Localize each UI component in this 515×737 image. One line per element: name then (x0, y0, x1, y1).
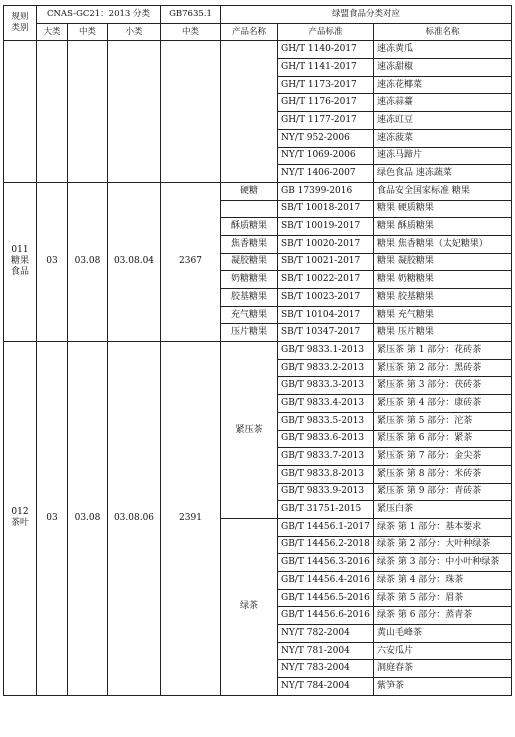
product-standard-cell: NY/T 782-2004 (278, 625, 374, 643)
rule-category-cell (4, 182, 37, 341)
product-standard-cell: GB/T 9833.9-2013 (278, 483, 374, 501)
standard-name-cell: 绿茶 第 2 部分：大叶种绿茶 (374, 536, 512, 554)
product-name-cell: 硬糖 (221, 182, 278, 200)
product-standard-cell: SB/T 10020-2017 (278, 235, 374, 253)
standard-name-cell: 糖果 压片糖果 (374, 324, 512, 342)
category-label: 012 (11, 507, 29, 518)
product-standard-cell: GB/T 14456.6-2016 (278, 607, 374, 625)
product-standard-cell: SB/T 10018-2017 (278, 200, 374, 218)
standard-name-cell: 紧压茶 第 4 部分：康砖茶 (374, 395, 512, 413)
product-name-header: 产品名称 (221, 23, 278, 41)
gb-cell (161, 41, 221, 183)
product-standard-cell: GB/T 14456.5-2016 (278, 589, 374, 607)
product-standard-cell: SB/T 10104-2017 (278, 306, 374, 324)
product-standard-cell: SB/T 10022-2017 (278, 271, 374, 289)
product-standard-cell: NY/T 1406-2007 (278, 165, 374, 183)
rule-category-cell (4, 41, 37, 183)
standard-name-cell: 速冻菠菜 (374, 129, 512, 147)
product-standard-cell: GB/T 9833.7-2013 (278, 448, 374, 466)
product-name-cell: 奶糖糖果 (221, 271, 278, 289)
product-name-cell (221, 200, 278, 218)
table-row (4, 41, 512, 59)
product-standard-cell: SB/T 10019-2017 (278, 218, 374, 236)
standard-name-cell: 速冻花椰菜 (374, 76, 512, 94)
product-name-cell: 胶基糖果 (221, 289, 278, 307)
minor-cell: 03.08.04 (108, 182, 161, 341)
product-standard-cell: NY/T 781-2004 (278, 642, 374, 660)
category-label: 011 (11, 245, 29, 256)
product-standard-cell: SB/T 10023-2017 (278, 289, 374, 307)
major-cell: 03 (37, 342, 68, 696)
minor-header: 小类 (108, 23, 161, 41)
product-standard-cell: GB/T 9833.2-2013 (278, 359, 374, 377)
standard-name-header: 标准名称 (374, 23, 512, 41)
standard-name-cell: 糖果 硬质糖果 (374, 200, 512, 218)
category-label: 茶叶 (10, 518, 29, 529)
product-name-cell (221, 41, 278, 183)
medium-header: 中类 (68, 23, 108, 41)
standard-name-cell: 绿茶 第 3 部分：中小叶种绿茶 (374, 554, 512, 572)
standard-name-cell: 速冻甜椒 (374, 59, 512, 77)
product-standard-cell: GH/T 1140-2017 (278, 41, 374, 59)
standard-name-cell: 绿茶 第 6 部分：蒸青茶 (374, 607, 512, 625)
standard-name-cell: 黄山毛峰茶 (374, 625, 512, 643)
product-standard-cell: GB/T 14456.3-2016 (278, 554, 374, 572)
header-row-2 (4, 23, 512, 41)
standard-name-cell: 紫笋茶 (374, 678, 512, 696)
standard-name-cell: 速冻黄瓜 (374, 41, 512, 59)
standard-name-cell: 紧压茶 第 1 部分：花砖茶 (374, 342, 512, 360)
standard-name-cell: 食品安全国家标准 糖果 (374, 182, 512, 200)
product-name-cell: 绿茶 (221, 518, 278, 695)
standard-name-cell: 速冻马蹄片 (374, 147, 512, 165)
product-standard-cell: GB/T 9833.3-2013 (278, 377, 374, 395)
standard-name-cell: 紧压茶 第 2 部分：黑砖茶 (374, 359, 512, 377)
product-name-cell: 紧压茶 (221, 342, 278, 519)
standard-name-cell: 速冻豇豆 (374, 112, 512, 130)
gb-cell: 2391 (161, 342, 221, 696)
product-standard-cell: GB/T 9833.4-2013 (278, 395, 374, 413)
product-standard-cell: NY/T 784-2004 (278, 678, 374, 696)
product-standard-cell: GB/T 14456.4-2016 (278, 572, 374, 590)
standard-name-cell: 紧压茶 第 9 部分：青砖茶 (374, 483, 512, 501)
product-name-cell: 酥质糖果 (221, 218, 278, 236)
standard-name-cell: 紧压白茶 (374, 501, 512, 519)
product-standard-cell: SB/T 10347-2017 (278, 324, 374, 342)
product-standard-cell: GB/T 9833.6-2013 (278, 430, 374, 448)
standard-name-cell: 紧压茶 第 8 部分：米砖茶 (374, 465, 512, 483)
header-row-1 (4, 6, 512, 24)
product-standard-cell: GB/T 9833.5-2013 (278, 412, 374, 430)
standard-name-cell: 糖果 酥质糖果 (374, 218, 512, 236)
standard-name-cell: 紧压茶 第 3 部分：茯砖茶 (374, 377, 512, 395)
classification-table (3, 5, 512, 696)
rule-category-header: 规则 类别 (4, 6, 37, 41)
medium-cell: 03.08 (68, 182, 108, 341)
product-standard-cell: GB/T 9833.8-2013 (278, 465, 374, 483)
standard-name-cell: 洞庭春茶 (374, 660, 512, 678)
product-standard-cell: GB/T 14456.2-2018 (278, 536, 374, 554)
standard-name-cell: 速冻蒜薹 (374, 94, 512, 112)
standard-name-cell: 糖果 奶糖糖果 (374, 271, 512, 289)
gb-cell: 2367 (161, 182, 221, 341)
standard-name-cell: 糖果 焦香糖果（太妃糖果） (374, 235, 512, 253)
standard-name-cell: 紧压茶 第 6 部分：紧茶 (374, 430, 512, 448)
product-name-cell: 压片糖果 (221, 324, 278, 342)
cnas-header: CNAS-GC21：2013 分类 (37, 6, 161, 24)
medium-cell (68, 41, 108, 183)
rule-category-cell (4, 342, 37, 696)
gb-medium-header: 中类 (161, 23, 221, 41)
standard-name-cell: 绿色食品 速冻蔬菜 (374, 165, 512, 183)
product-standard-header: 产品标准 (278, 23, 374, 41)
product-name-cell: 凝胶糖果 (221, 253, 278, 271)
product-name-cell: 焦香糖果 (221, 235, 278, 253)
standard-name-cell: 六安瓜片 (374, 642, 512, 660)
product-standard-cell: SB/T 10021-2017 (278, 253, 374, 271)
table-row (4, 342, 512, 360)
product-standard-cell: GB 17399-2016 (278, 182, 374, 200)
standard-name-cell: 紧压茶 第 5 部分：沱茶 (374, 412, 512, 430)
product-standard-cell: NY/T 952-2006 (278, 129, 374, 147)
product-standard-cell: GB/T 31751-2015 (278, 501, 374, 519)
category-label: 糖果 (10, 256, 29, 267)
standard-name-cell: 绿茶 第 1 部分：基本要求 (374, 518, 512, 536)
product-name-cell: 充气糖果 (221, 306, 278, 324)
green-header: 绿盟食品分类对应 (221, 6, 512, 24)
product-standard-cell: GH/T 1176-2017 (278, 94, 374, 112)
product-standard-cell: GB/T 9833.1-2013 (278, 342, 374, 360)
product-standard-cell: GH/T 1177-2017 (278, 112, 374, 130)
category-label: 食品 (10, 267, 29, 278)
major-cell: 03 (37, 182, 68, 341)
table-row (4, 182, 512, 200)
gb-header: GB7635.1 (161, 6, 221, 24)
minor-cell: 03.08.06 (108, 342, 161, 696)
standard-name-cell: 糖果 充气糖果 (374, 306, 512, 324)
standard-name-cell: 紧压茶 第 7 部分：金尖茶 (374, 448, 512, 466)
product-standard-cell: GH/T 1141-2017 (278, 59, 374, 77)
product-standard-cell: NY/T 783-2004 (278, 660, 374, 678)
product-standard-cell: GH/T 1173-2017 (278, 76, 374, 94)
standard-name-cell: 绿茶 第 4 部分：珠茶 (374, 572, 512, 590)
major-cell (37, 41, 68, 183)
major-header: 大类 (37, 23, 68, 41)
standard-name-cell: 绿茶 第 5 部分：眉茶 (374, 589, 512, 607)
product-standard-cell: NY/T 1069-2006 (278, 147, 374, 165)
standard-name-cell: 糖果 凝胶糖果 (374, 253, 512, 271)
medium-cell: 03.08 (68, 342, 108, 696)
minor-cell (108, 41, 161, 183)
standard-name-cell: 糖果 胶基糖果 (374, 289, 512, 307)
product-standard-cell: GB/T 14456.1-2017 (278, 518, 374, 536)
